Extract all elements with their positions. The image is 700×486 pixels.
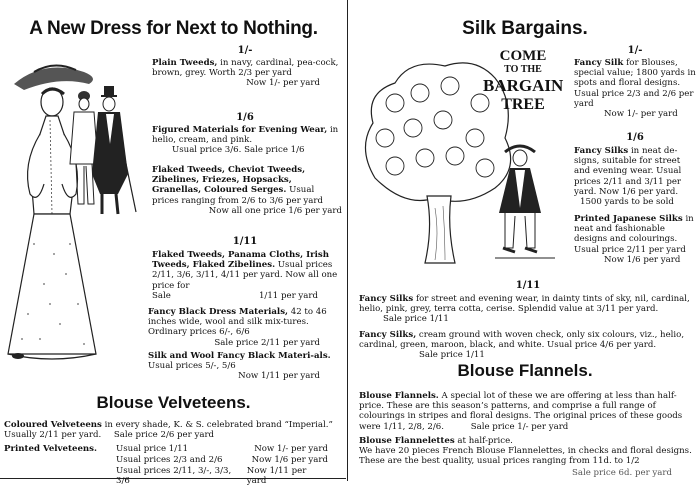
- item-name: Printed Japanese Silks: [574, 214, 683, 224]
- flannelettes-item: [359, 436, 696, 478]
- item-name: Blouse Flannels.: [359, 391, 439, 401]
- item-sale: Sale: [152, 290, 171, 301]
- banner-line-4: TREE: [501, 96, 545, 113]
- flaked-panama-item: [152, 250, 342, 301]
- left-price-3: 1/11: [232, 236, 258, 247]
- coloured-velveteens-item: [4, 420, 342, 440]
- item-sale: Sale price 2/6 per yard: [113, 430, 215, 441]
- fancy-black-item: [148, 307, 342, 348]
- item-desc: in neat de-signs, suitable for street and evening wear. Usual prices 2/11 and 3/11 per yard. Now 1/6 per yard.: [574, 146, 682, 197]
- right-price-2: 1/6: [626, 132, 644, 143]
- fancy-silks-woven-item: [359, 330, 696, 361]
- usual-price: Usual prices 2/11, 3/-, 3/3, 3/6: [116, 466, 232, 486]
- item-note: 1500 yards to be sold: [580, 197, 674, 208]
- bargain-banner: [483, 48, 563, 114]
- item-name: Flaked Tweeds, Cheviot Tweeds, Zibelines, Friezes, Hopsacks, Granellas, Coloured Serges.: [152, 165, 306, 196]
- item-name: Plain Tweeds,: [152, 58, 218, 68]
- japanese-silks-item: [574, 214, 696, 265]
- item-name: Fancy Silks,: [359, 330, 417, 340]
- item-name: Fancy Silks: [574, 146, 629, 156]
- left-title: A New Dress for Next to Nothing.: [29, 18, 318, 39]
- now-price: Now 1/6 per yard: [251, 455, 328, 465]
- item-name-rest: at half-price.: [457, 436, 513, 446]
- item-name: Figured Materials for Evening Wear,: [152, 125, 328, 135]
- item-name: Silk and Wool Fancy Black Materi-als.: [148, 351, 331, 361]
- item-sale-price: 1/11 per yard: [258, 290, 318, 301]
- flaked-cheviot-item: [152, 165, 342, 216]
- item-desc: for street and evening wear, in dainty tints of sky, nil, cardinal, helio, pink, grey, terra cotta, cerise. Splendid value at 3/11 per yard.: [359, 294, 690, 315]
- item-desc: cream ground with woven check, only six colours, viz., helio, cardinal, green, maroon, black, and white. Usual price 4/6 per yard.: [359, 330, 685, 351]
- item-desc: Usual prices 5/-, 5/6: [148, 361, 236, 372]
- item-desc: for Blouses, special value; 1800 yards in spots and floral designs. Usual price 2/3 and 2/6 per yard: [574, 58, 696, 109]
- item-desc: A special lot of these we are offering at less than half-price. These are this season’s patterns, and comprise a full range of colourings in stripes and floral designs. The original prices of these goods were 1/11, 2/8, 2/6.: [359, 391, 683, 432]
- fancy-silks-street-item: [359, 294, 696, 325]
- now-price: Now 1/- per yard: [254, 444, 328, 454]
- fancy-silk-item: [574, 58, 696, 119]
- item-sale: Sale price 1/- per yard: [470, 421, 569, 432]
- right-price-3: 1/11: [515, 280, 541, 291]
- item-sale: Sale price 2/11 per yard: [214, 337, 320, 348]
- blouse-flannels-item: [359, 391, 696, 432]
- right-price-1: 1/-: [627, 45, 643, 56]
- item-desc: in helio, cream, and pink.: [152, 125, 339, 146]
- plain-tweeds-item: [152, 58, 342, 89]
- item-now: Now 1/11 per yard: [238, 371, 320, 382]
- item-desc: We have 20 pieces French Blouse Flannelettes, in checks and floral designs. These are the best quality, usual prices ranging from 11d. to 1/2: [359, 446, 692, 467]
- item-name: Flaked Tweeds, Panama Cloths, Irish Tweeds, Flaked Zibelines.: [152, 250, 330, 271]
- item-desc: in every shade, K. & S. celebrated brand “Imperial.” Usually 2/11 per yard.: [4, 420, 333, 441]
- item-now: Now 1/6 per yard: [604, 254, 681, 265]
- item-usual: Usual price 3/6. Sale price 1/6: [172, 145, 305, 156]
- left-price-2: 1/6: [236, 112, 254, 123]
- price-row: [116, 455, 342, 465]
- item-sale: Sale price 1/11: [383, 314, 449, 325]
- item-desc: Usual prices 2/11, 3/6, 3/11, 4/11 per yard. Now all one price for: [152, 260, 338, 291]
- now-price: Now 1/11 per yard: [246, 466, 307, 486]
- figured-materials-item: [152, 125, 342, 156]
- flannels-title: Blouse Flannels.: [457, 361, 593, 380]
- item-desc: 42 to 46 inches wide, wool and silk mix-tures. Ordinary prices 6/-, 6/6: [148, 307, 327, 338]
- banner-line-3: BARGAIN: [483, 76, 564, 95]
- usual-price: Usual prices 2/3 and 2/6: [116, 455, 223, 465]
- item-sale-row: [152, 291, 342, 301]
- item-name: Blouse Flannelettes: [359, 436, 455, 446]
- banner-line-2: TO THE: [504, 64, 542, 75]
- velveteens-title: Blouse Velveteens.: [96, 393, 251, 412]
- item-sale: Sale price 1/11: [419, 350, 485, 361]
- item-desc: in navy, cardinal, pea-cock, brown, grey. Worth 2/3 per yard: [152, 58, 339, 79]
- item-name: Fancy Silks: [359, 294, 414, 304]
- price-row: [116, 444, 342, 454]
- item-sale: Sale price 6d. per yard: [571, 468, 672, 478]
- item-name: Coloured Velveteens: [4, 420, 102, 430]
- price-row: [116, 466, 342, 486]
- item-desc: Usual prices ranging from 2/6 to 3/6 per yard: [152, 185, 324, 206]
- banner-line-1: COME: [499, 48, 547, 64]
- item-now: Now 1/- per yard: [246, 78, 320, 89]
- column-divider: [347, 0, 348, 481]
- fancy-silks-neat-item: [574, 146, 696, 207]
- item-desc: in neat and fashionable designs and colourings. Usual price 2/11 per yard: [574, 214, 694, 255]
- left-price-1: 1/-: [237, 45, 253, 56]
- fashion-illustration: [4, 54, 152, 379]
- item-name: Fancy Black Dress Materials,: [148, 307, 289, 317]
- usual-price: Usual price 1/11: [116, 444, 189, 454]
- silk-wool-item: [148, 351, 342, 382]
- item-name: Printed Velveteens.: [4, 444, 97, 454]
- item-now: Now all one price 1/6 per yard: [208, 205, 342, 216]
- right-title: Silk Bargains.: [462, 18, 588, 39]
- item-name: Fancy Silk: [574, 58, 624, 68]
- item-now: Now 1/- per yard: [604, 109, 678, 120]
